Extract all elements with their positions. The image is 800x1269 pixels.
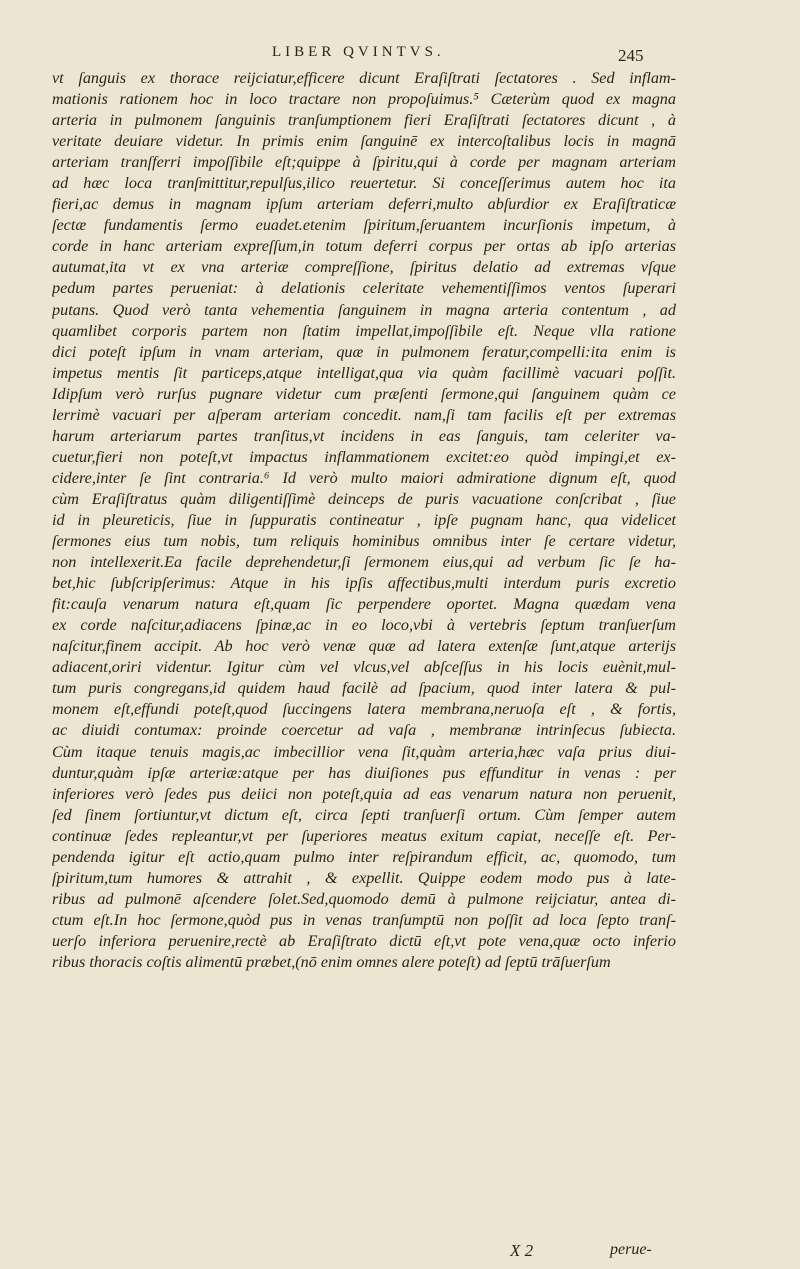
text-line: harum arteriarum partes tranſitus,vt incidens in eas ſanguis, tam celeriter va- — [52, 426, 676, 445]
catchword: perue- — [610, 1241, 652, 1258]
text-line: ribus ad pulmonē aſcendere ſolet.Sed,quomodo demū à pulmone reijciatur, antea di- — [52, 889, 676, 908]
body-text — [52, 68, 676, 973]
text-line: ſectæ fundamentis ſermo euadet.etenim ſpiritum,ſeruantem incurſionis impetum, à — [52, 216, 676, 235]
text-line: vt ſanguis ex thorace reijciatur,efficere dicunt Eraſiſtrati ſectatores . Sed inflam- — [52, 69, 676, 87]
text-line: adiacent,oriri videntur. Igitur cùm vel vlcus,vel abſceſſus in his locis euènit,mul- — [52, 658, 676, 677]
text-line: uerſo inferiora peruenire,rectè ab Eraſiſtrato dictū eſt,vt pote vena,quæ octo inferio — [52, 931, 676, 950]
text-line: pendenda igitur eſt actio,quam pulmo inter reſpirandum efficit, ac, quomodo, tum — [52, 847, 676, 866]
text-line: inferiores verò ſedes pus deiici non poteſt,quia ad eas venarum natura non peruenit, — [52, 784, 676, 803]
text-line: fit:cauſa venarum natura eſt,quam ſic perpendere oportet. Magna quædam vena — [52, 595, 676, 614]
text-line: Cùm itaque tenuis magis,ac imbecillior vena ſit,quàm arteria,hæc vaſa prius diui- — [52, 742, 676, 761]
text-line: ctum eſt.In hoc ſermone,quòd pus in venas tranſumptū non poſſit ad loca ſepto tranſ- — [52, 910, 676, 929]
text-line: continuæ ſedes repleantur,vt per ſuperiores meatus exitum capiat, neceſſe eſt. Per- — [52, 826, 676, 845]
text-line: ac diuidi contumax: proinde coercetur ad vaſa , membranæ intrinſecus ſubiecta. — [52, 721, 676, 740]
text-line: ſed ſinem ſortiuntur,vt dictum eſt, circa ſepti tranſuerſi ortum. Cùm ſemper autem — [52, 805, 676, 824]
text-line: ſermones eius tum nobis, tum reliquis hominibus omnibus inter ſe certare videtur, — [52, 532, 676, 551]
text-line: autumat,ita vt ex vna arteriæ compreſſione, ſpiritus delatio ad extremas vſque — [52, 258, 676, 277]
page-number: 245 — [618, 46, 644, 65]
text-line: ex corde naſcitur,adiacens ſpinæ,ac in eo loco,vbi à vertebris ſeptum tranſuerſum — [52, 616, 676, 635]
text-line: mationis rationem hoc in loco tractare non propoſuimus.⁵ Cæterùm quod ex magna — [52, 90, 676, 109]
text-line: Idipſum verò rurſus pugnare videtur cum præſenti ſermone,qui ſanguinem quàm ce — [52, 384, 676, 403]
text-line: cùm Eraſiſtratus quàm diligentiſſimè deinceps de puris vacuatione conſcribat , ſiue — [52, 489, 676, 508]
text-line: id in pleureticis, ſiue in ſuppuratis contineatur , ipſe pugnam hanc, qua videlicet — [52, 510, 676, 529]
text-line: non intellexerit.Ea facile deprehendetur,ſi ſermonem eius,qui ad verbum ſic ſe ha- — [52, 553, 676, 572]
text-line: ſpiritum,tum humores & attrahit , & expellit. Quippe eodem modo pus à late- — [52, 868, 676, 887]
text-line: naſcitur,finem accipit. Ab hoc verò venæ quæ ad latera extenſæ ſunt,atque arterijs — [52, 637, 676, 656]
text-line: arteriam tranſferri impoſſibile eſt;quippe à ſpiritu,qui à corde per magnam arteriam — [52, 153, 676, 172]
text-line: putans. Quod verò tanta vehementia ſanguinem in magna arteria contentum , ad — [52, 300, 676, 319]
text-line: ad hæc loca tranſmittitur,repulſus,ilico reuertetur. Si conceſſerimus autem hoc ita — [52, 174, 676, 193]
running-head: LIBER QVINTVS. — [272, 44, 445, 60]
text-line: bet,hic ſubſcripſerimus: Atque in his ipſis affectibus,multi interdum puris excretio — [52, 574, 676, 593]
text-line: fieri,ac demus in magnam ipſum arteriam deferri,multo abſurdior ex Eraſiſtraticæ — [52, 195, 676, 214]
text-line: quamlibet corporis partem non ſtatim impellat,impoſſibile eſt. Neque vlla ratione — [52, 321, 676, 340]
signature-mark: X 2 — [510, 1241, 534, 1260]
text-line: arteria in pulmonem ſanguinis tranſumptionem fieri Eraſiſtrati ſectatores dicunt , à — [52, 111, 676, 130]
text-line: cidere,inter ſe ſint contraria.⁶ Id verò multo maiori admiratione dignum eſt, quod — [52, 468, 676, 487]
text-line: lerrimè vacuari per aſperam arteriam concedit. nam,ſi tam facilis eſt per extremas — [52, 405, 676, 424]
text-line: veritate deuiare videtur. In primis enim ſanguinē ex intercoſtalibus locis in magnā — [52, 132, 676, 151]
text-line: impetus mentis ſit particeps,atque intelligat,qua via quàm facillimè vacuari poſſit. — [52, 363, 676, 382]
text-line: dici poteſt ipſum in vnam arteriam, quæ in pulmonem feratur,compelli:ita enim is — [52, 342, 676, 361]
text-line: tum puris congregans,id quidem haud facilè ad ſpacium, quod inter latera & pul- — [52, 679, 676, 698]
text-line: monem eſt,effundi poteſt,quod ſuccingens latera membrana,neruoſa eſt , & fortis, — [52, 700, 676, 719]
text-line: cuetur,fieri non poteſt,vt impactus inflammationem excitet:eo quòd impingi,et ex- — [52, 447, 676, 466]
text-line: duntur,quàm ipſæ arteriæ:atque per has diuiſiones pus effunditur in venas : per — [52, 763, 676, 782]
text-line: pedum partes perueniat: à delationis celeritate vehementiſſimos ventos ſuperari — [52, 279, 676, 298]
text-line: corde in hanc arteriam expreſſum,in totum deferri corpus per ortas ab ipſo arterias — [52, 237, 676, 256]
text-line: ribus thoracis coſtis alimentū præbet,(nō enim omnes alere poteſt) ad ſeptū trāſuerſum — [52, 952, 611, 971]
